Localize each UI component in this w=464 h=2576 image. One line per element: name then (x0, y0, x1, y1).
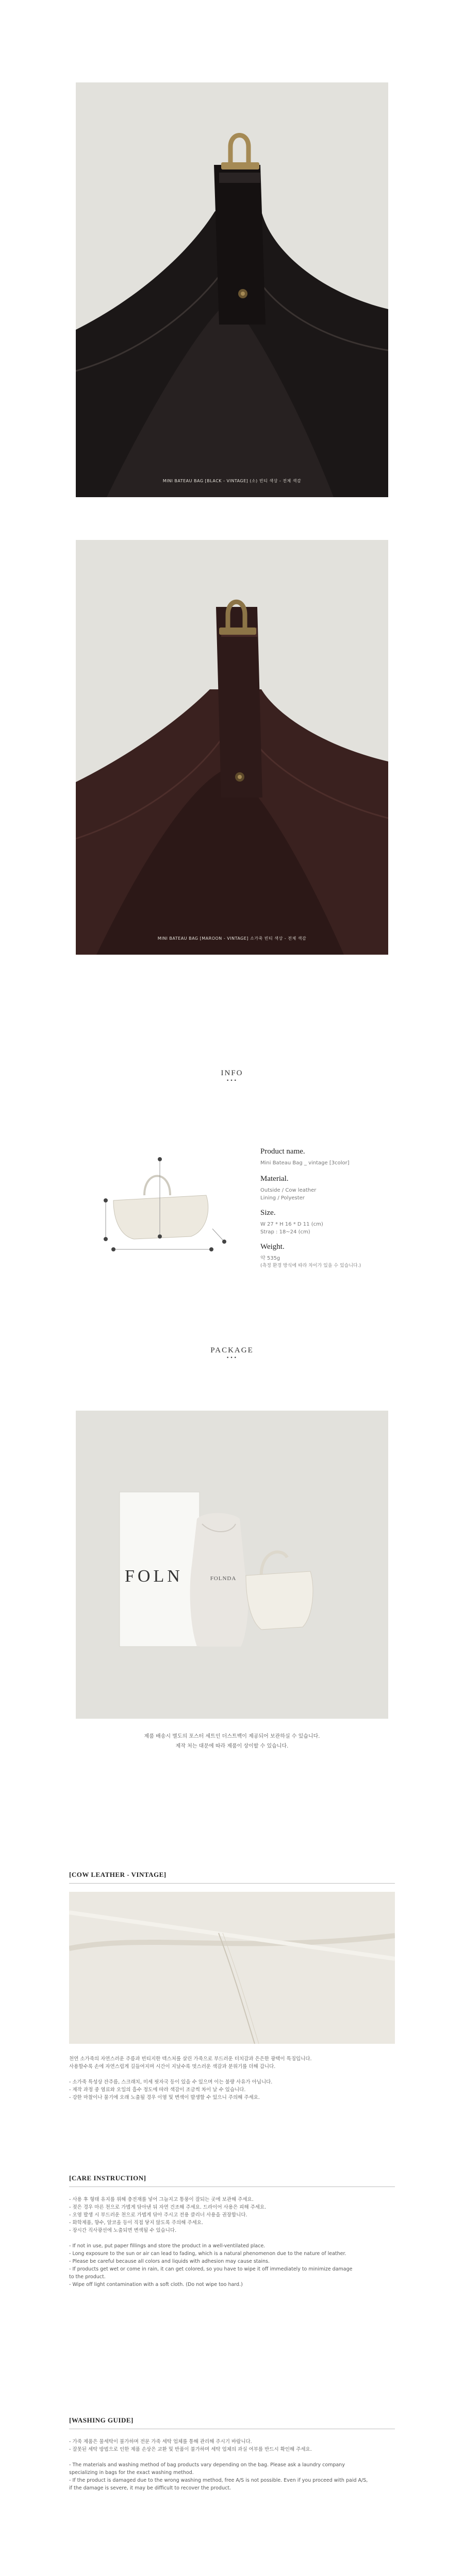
care-line: - 화학제품, 향수, 알코올 등이 직접 닿지 않도록 주의해 주세요. (69, 2220, 203, 2226)
washing-line (69, 2453, 399, 2461)
leather-line: - 소가죽 특성상 잔주름, 스크래치, 미세 핏자국 등이 있을 수 있으며 이는 불량 사유가 아닙니다. (69, 2079, 273, 2085)
washing-line: - 잘못된 세탁 방법으로 인한 제품 손상은 교환 및 반품이 불가하며 세탁 업체의 과실 여부를 반드시 확인해 주세요. (69, 2447, 312, 2452)
care-line: - Long exposure to the sun or air can lead to fading, which is a natural phenomenon due to the nature of leather. (69, 2251, 346, 2257)
product-name-value: Mini Bateau Bag _ vintage [3color] (260, 1160, 350, 1166)
washing-line: specializing in bags for the exact washing method. (69, 2470, 194, 2476)
washing-line: if the damage is severe, it may be difficult to recover the product. (69, 2485, 231, 2491)
material-value-lining: Lining / Polyester (260, 1195, 305, 1201)
black-bag-caption: MINI BATEAU BAG [BLACK - VINTAGE] (소) 빈티 색상 - 전체 색감 (162, 479, 302, 483)
care-line: - Please be careful because all colors and liquids with adhesion may cause stains. (69, 2259, 270, 2264)
package-dots: ••• (226, 1355, 238, 1361)
leather-line: 사용할수록 손에 자연스럽게 길들여지며 시간이 지날수록 멋스러운 색감과 분위기를 더해 갑니다. (69, 2064, 276, 2070)
leather-line: - 강한 마찰이나 물기에 오래 노출될 경우 이염 및 변색이 발생할 수 있으니 주의해 주세요. (69, 2095, 260, 2100)
weight-label: Weight. (260, 1243, 285, 1251)
package-photo (76, 1411, 388, 1719)
size-value-strap: Strap : 18~24 (cm) (260, 1229, 310, 1235)
washing-line: - The materials and washing method of bag products vary depending on the bag. Please ask a laundry company (69, 2462, 345, 2468)
material-value-outside: Outside / Cow leather (260, 1188, 317, 1193)
care-line: - 젖은 경우 마른 천으로 가볍게 닦아낸 뒤 자연 건조해 주세요. 드라이어 사용은 피해 주세요. (69, 2205, 267, 2210)
care-line: - If products get wet or come in rain, it can get colored, so you have to wipe it off immediately to minimize damage (69, 2266, 353, 2272)
size-label: Size. (260, 1209, 276, 1217)
box-logo: FOLN (125, 1567, 183, 1586)
info-title: INFO (221, 1069, 243, 1077)
package-title: PACKAGE (210, 1346, 254, 1354)
care-line: - If not in use, put paper fillings and store the product in a well-ventilated place. (69, 2243, 266, 2249)
care-text (69, 2196, 399, 2289)
leather-line: 천연 소가죽의 자연스러운 주름과 빈티지한 텍스처를 살린 가죽으로 부드러운 터치감과 은은한 광택이 특징입니다. (69, 2056, 312, 2062)
size-value-body: W 27 * H 16 * D 11 (cm) (260, 1222, 323, 1227)
package-note-2: 제작 처는 대문에 따라 제품이 상이할 수 있습니다. (175, 1743, 289, 1749)
info-dots: ••• (226, 1078, 238, 1083)
leather-divider (69, 1883, 395, 1884)
leather-text (69, 2055, 399, 2102)
washing-line: - 가죽 제품은 물세탁이 불가하며 전문 가죽 세탁 업체를 통해 관리해 주시기 바랍니다. (69, 2439, 252, 2445)
care-title: [CARE INSTRUCTION] (69, 2174, 146, 2182)
dustbag-logo: FOLNDA (210, 1575, 237, 1582)
leather-title: [COW LEATHER - VINTAGE] (69, 1871, 167, 1878)
package-note-1: 제품 배송시 별도의 포스터 세트인 더스트백이 제공되어 보관하실 수 있습니다. (144, 1734, 320, 1739)
bag-size-diagram (93, 1154, 253, 1257)
care-line: to the product. (69, 2274, 106, 2280)
leather-line (69, 2071, 399, 2078)
washing-line: - If the product is damaged due to the wrong washing method, free A/S is not possible. Even if you proceed with paid A/S, (69, 2478, 368, 2483)
weight-note: (측정 환경 방식에 따라 차이가 있을 수 있습니다.) (260, 1263, 361, 1268)
care-line: - Wipe off light contamination with a soft cloth. (Do not wipe too hard.) (69, 2282, 243, 2287)
leather-texture-photo (69, 1892, 395, 2044)
washing-text (69, 2438, 399, 2492)
product-name-label: Product name. (260, 1147, 305, 1156)
care-line (69, 2234, 399, 2242)
care-line: - 오염 발생 시 부드러운 천으로 가볍게 닦아 주시고 전용 클리너 사용을 권장합니다. (69, 2212, 247, 2218)
care-line: - 사용 후 형태 유지를 위해 충전재를 넣어 그늘지고 통풍이 잘되는 곳에 보관해 주세요. (69, 2197, 254, 2202)
maroon-bag-photo (76, 540, 388, 955)
material-label: Material. (260, 1175, 289, 1183)
maroon-bag-caption: MINI BATEAU BAG [MAROON - VINTAGE] 소가죽 빈티 색상 - 전체 색감 (157, 936, 307, 941)
weight-value: 약 535g (260, 1256, 280, 1261)
leather-line: - 제작 과정 중 염료와 오일의 흡수 정도에 따라 색감이 조금씩 차이 날 수 있습니다. (69, 2087, 246, 2093)
washing-title: [WASHING GUIDE] (69, 2416, 134, 2424)
care-line: - 장시간 직사광선에 노출되면 변색될 수 있습니다. (69, 2228, 177, 2233)
black-bag-photo (76, 82, 388, 497)
